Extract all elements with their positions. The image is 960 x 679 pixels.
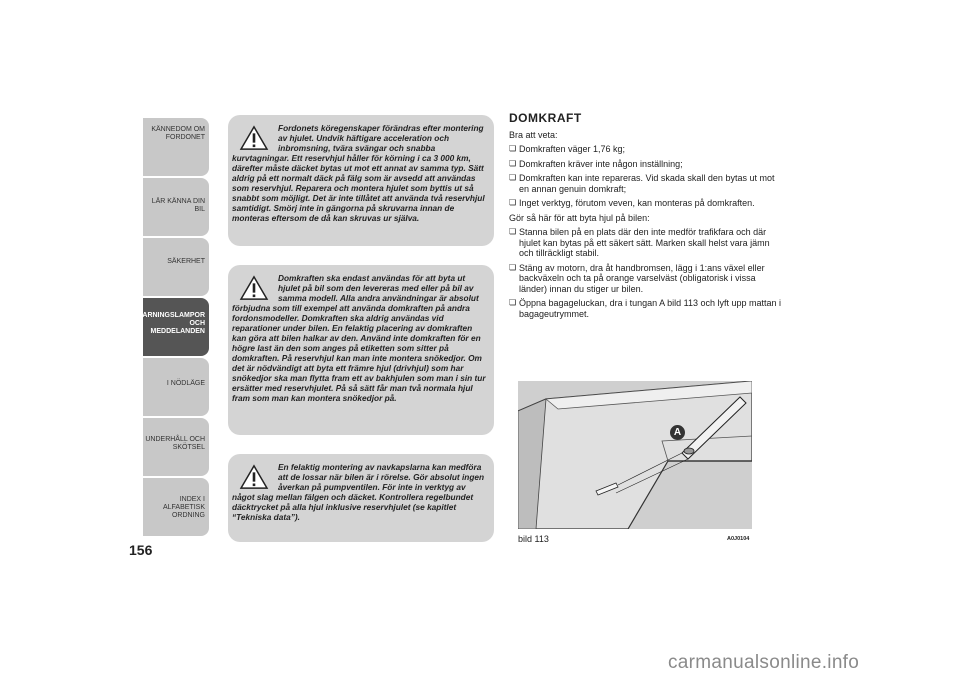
- section-intro: Bra att veta:: [509, 129, 558, 140]
- warning-triangle-icon: [238, 275, 270, 301]
- trunk-illustration: [518, 381, 752, 529]
- tab-varningslampor[interactable]: VARNINGSLAMPOR OCH MEDDELANDEN: [143, 298, 209, 356]
- domkraft-section: [509, 113, 784, 323]
- tab-i-nodlage[interactable]: I NÖDLÄGE: [143, 358, 209, 416]
- figure-code: A0J0104: [727, 536, 750, 542]
- tab-kannedom[interactable]: KÄNNEDOM OM FORDONET: [143, 118, 209, 176]
- warning-text-3: En felaktig montering av navkapslarna kan medföra att de lossar när bilen är i rörelse. Gör absolut ingen åverkan på pumpventilen. För inte in verktyg av något slag mellan fälgen och däcket. Kontrollera regelbundet däcktrycket på alla hjul inklusive reservhjulet (se kapitlet “Tekniska data”).: [232, 462, 485, 522]
- page-number: 156: [129, 542, 153, 558]
- list-item: ❏ Domkraften väger 1,76 kg;: [509, 144, 784, 155]
- tab-underhall[interactable]: UNDERHÅLL OCH SKÖTSEL: [143, 418, 209, 476]
- warning-text-2: Domkraften ska endast användas för att byta ut hjulet på bil som den levereras med eller på bil av samma modell. Alla andra användningar är absolut förbjudna som till exempel att använda domkraften på andra fordonsmodeller. Domkraften ska aldrig användas vid reparationer under bilen. En felaktig placering av domkraften kan göra att bilen halkar av den. Använd inte domkraften för en högre last än den som anges på etiketten som sitter på domkraften. På reservhjul kan man inte montera snökedjor. Om det är nödvändigt att byta ett främre hjul (drivhjul) som har snökedjor ska man flytta fram ett av bakhjulen som man i sin tur ersätter med reservhjulet. På så sätt får man två normala hjul fram som man kan montera snökedjor på.: [232, 273, 486, 403]
- steps-intro: Gör så här för att byta hjul på bilen:: [509, 212, 650, 223]
- section-title: DOMKRAFT: [509, 111, 582, 125]
- facts-list: [509, 144, 784, 209]
- warning-box-1: [228, 115, 494, 246]
- steps-list: [509, 227, 784, 319]
- list-item: ❏ Stäng av motorn, dra åt handbromsen, lägg i 1:ans växel eller backväxeln och ta på orange varselväst (obligatorisk i vissa länder) innan du stiger ur bilen.: [509, 263, 784, 295]
- list-item: ❏ Inget verktyg, förutom veven, kan monteras på domkraften.: [509, 198, 784, 209]
- list-item: ❏ Öppna bagageluckan, dra i tungan A bild 113 och lyft upp mattan i bagageutrymmet.: [509, 298, 784, 319]
- warning-triangle-icon: [238, 125, 270, 151]
- warning-triangle-icon: [238, 464, 270, 490]
- callout-a: A: [670, 425, 685, 440]
- tab-index[interactable]: INDEX I ALFABETISK ORDNING: [143, 478, 209, 536]
- tab-lar-kanna[interactable]: LÄR KÄNNA DIN BIL: [143, 178, 209, 236]
- chapter-tabs: [138, 118, 209, 536]
- list-item: ❏ Domkraften kan inte repareras. Vid skada skall den bytas ut mot en annan genuin domkraft;: [509, 173, 784, 194]
- warning-text-1: Fordonets köregenskaper förändras efter montering av hjulet. Undvik häftigare acceleration och inbromsning, tvära svängar och snabba kurvtagningar. Ett reservhjul håller för körning i ca 3 000 km, därefter måste däcket bytas ut mot ett annat av samma typ. Sätt aldrig på ett normalt däck på fälg som är avsedd att användas som reservhjul. Reparera och montera hjulet som byttis ut så snabbt som möjligt. Det är inte tillåtet att använda två reservhjul samtidigt. Smörj inte in gängorna på skruvarna innan de monteras eftersom de då kan skruvas ur själva.: [232, 123, 485, 223]
- watermark: carmanualsonline.info: [668, 652, 860, 673]
- list-item: ❏ Domkraften kräver inte någon inställning;: [509, 159, 784, 170]
- figure-caption: bild 113: [518, 534, 549, 544]
- tab-sakerhet[interactable]: SÄKERHET: [143, 238, 209, 296]
- warning-box-3: [228, 454, 494, 542]
- list-item: ❏ Stanna bilen på en plats där den inte medför trafikfara och där hjulet kan bytas på ett säkert sätt. Marken skall helst vara jämn och tillräckligt stabil.: [509, 227, 784, 259]
- figure-113: [518, 381, 752, 529]
- warning-box-2: [228, 265, 494, 435]
